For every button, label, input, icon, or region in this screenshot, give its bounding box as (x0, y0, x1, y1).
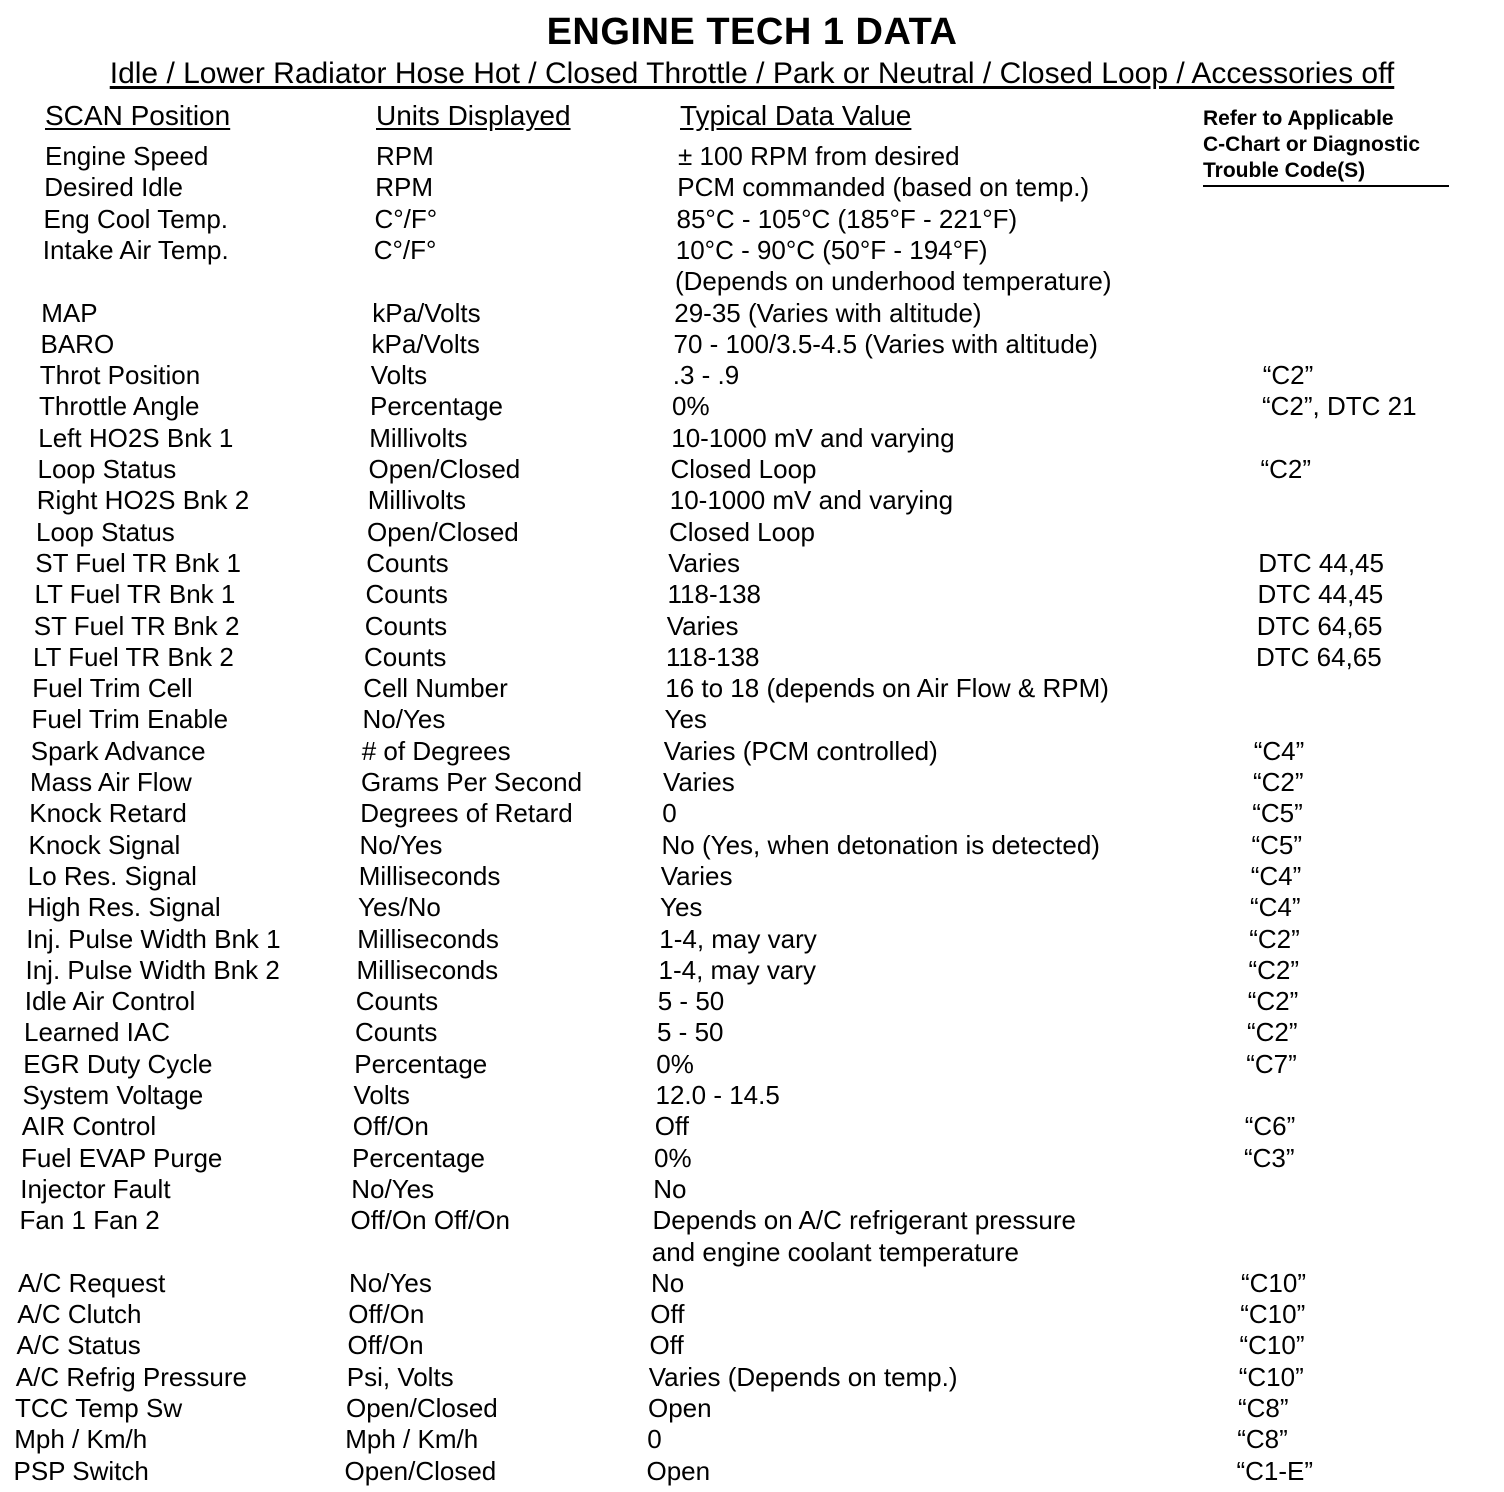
cell-typical-value: Yes (660, 892, 703, 923)
cell-units-displayed: kPa/Volts (371, 328, 480, 359)
cell-units-displayed: Milliseconds (358, 860, 501, 891)
cell-reference-code: “C2”, DTC 21 (1262, 391, 1417, 422)
cell-reference-code: “C2” (1262, 360, 1314, 391)
reference-header-line: Refer to Applicable (1203, 107, 1394, 130)
table-row (0, 517, 1504, 548)
cell-scan-position: A/C Clutch (17, 1299, 142, 1330)
cell-reference-code: “C7” (1246, 1048, 1297, 1079)
cell-scan-position: A/C Status (16, 1330, 141, 1361)
cell-units-displayed: Grams Per Second (361, 767, 583, 797)
cell-units-displayed: No/Yes (359, 829, 443, 860)
table-row (0, 579, 1504, 610)
cell-scan-position: EGR Duty Cycle (23, 1048, 213, 1079)
cell-units-displayed: Counts (355, 986, 439, 1017)
cell-typical-value: ± 100 RPM from desired (678, 141, 960, 171)
cell-units-displayed: Open/Closed (346, 1393, 498, 1423)
cell-units-displayed: # of Degrees (361, 735, 511, 766)
cell-reference-code: “C4” (1253, 735, 1305, 766)
cell-reference-code: “C10” (1238, 1361, 1304, 1392)
cell-reference-code: “C2” (1247, 1017, 1298, 1048)
cell-units-displayed: No/Yes (351, 1173, 435, 1204)
table-row (0, 1017, 1504, 1048)
cell-units-displayed: Counts (364, 641, 447, 672)
cell-units-displayed: Open/Closed (344, 1455, 497, 1486)
table-row (0, 423, 1504, 454)
table-row (0, 861, 1504, 892)
table-row (0, 1174, 1504, 1205)
cell-reference-code: DTC 64,65 (1256, 641, 1382, 672)
cell-typical-value: Open (648, 1393, 712, 1423)
cell-scan-position: Idle Air Control (24, 986, 196, 1017)
table-row (0, 141, 1504, 172)
table-row (0, 1299, 1504, 1330)
cell-reference-code: “C2” (1248, 954, 1300, 985)
cell-units-displayed: Open/Closed (368, 454, 521, 484)
cell-scan-position: Mph / Km/h (14, 1424, 148, 1455)
cell-units-displayed: No/Yes (362, 704, 446, 735)
table-row (0, 1205, 1504, 1236)
cell-scan-position: Learned IAC (24, 1017, 170, 1048)
cell-typical-value: Varies (666, 610, 739, 641)
table-row (0, 1456, 1504, 1487)
reference-header-line: C-Chart or Diagnostic (1203, 133, 1421, 156)
cell-scan-position: Right HO2S Bnk 2 (36, 485, 250, 516)
cell-scan-position: Fuel Trim Enable (31, 704, 229, 735)
cell-typical-value: 0% (672, 391, 710, 422)
cell-typical-value: Open (646, 1455, 711, 1486)
cell-units-displayed: Percentage (352, 1142, 485, 1173)
table-row (0, 673, 1504, 704)
cell-scan-position: Lo Res. Signal (27, 860, 197, 891)
page-title: ENGINE TECH 1 DATA (546, 11, 958, 53)
cell-typical-value: 16 to 18 (depends on Air Flow & RPM) (665, 673, 1109, 704)
cell-reference-code: “C10” (1240, 1299, 1306, 1330)
table-row (0, 235, 1504, 266)
cell-scan-position: A/C Request (18, 1267, 166, 1298)
table-row (0, 548, 1504, 579)
cell-units-displayed: Counts (365, 579, 448, 610)
cell-units-displayed: Counts (364, 610, 448, 641)
cell-reference-code: “C2” (1247, 986, 1299, 1017)
cell-units-displayed: Volts (353, 1080, 410, 1110)
cell-scan-position: Fuel EVAP Purge (21, 1142, 223, 1173)
cell-units-displayed: Mph / Km/h (345, 1424, 479, 1455)
cell-reference-code: “C2” (1260, 454, 1312, 484)
cell-reference-code: “C10” (1241, 1267, 1307, 1298)
cell-reference-code: “C2” (1249, 923, 1300, 954)
cell-scan-position: Mass Air Flow (30, 767, 192, 797)
cell-typical-value: No (653, 1173, 687, 1204)
cell-scan-position: AIR Control (21, 1111, 157, 1142)
cell-units-displayed: Yes/No (358, 892, 441, 923)
cell-typical-value: 118-138 (666, 641, 760, 672)
cell-scan-position: A/C Refrig Pressure (15, 1361, 247, 1392)
cell-scan-position: MAP (41, 297, 98, 328)
cell-units-displayed: Psi, Volts (346, 1361, 454, 1392)
table-row (0, 1237, 1504, 1268)
table-row (0, 266, 1504, 297)
cell-scan-position: Inj. Pulse Width Bnk 1 (26, 923, 281, 954)
cell-units-displayed: C°/F° (374, 203, 438, 234)
cell-scan-position: Eng Cool Temp. (43, 203, 229, 234)
cell-units-displayed: Off/On (347, 1330, 424, 1361)
cell-reference-code: “C4” (1250, 860, 1302, 891)
cell-scan-position: Desired Idle (44, 172, 183, 203)
cell-scan-position: High Res. Signal (27, 892, 221, 923)
cell-scan-position: Throt Position (39, 360, 201, 391)
table-row (0, 1143, 1504, 1174)
cell-units-displayed: kPa/Volts (372, 297, 481, 328)
cell-reference-code: “C5” (1252, 798, 1303, 829)
cell-units-displayed: Millivolts (367, 485, 466, 516)
table-row (0, 360, 1504, 391)
cell-typical-value: Varies (663, 767, 735, 797)
table-row (0, 485, 1504, 516)
cell-typical-value: Varies (668, 547, 741, 578)
cell-units-displayed: Milliseconds (356, 954, 499, 985)
cell-scan-position: Loop Status (36, 516, 175, 547)
cell-typical-value: 118-138 (667, 579, 761, 610)
cell-scan-position: PSP Switch (13, 1455, 149, 1486)
cell-units-displayed: Degrees of Retard (360, 798, 573, 829)
cell-typical-value: Yes (664, 704, 707, 735)
cell-units-displayed: No/Yes (349, 1267, 432, 1298)
table-row (0, 1362, 1504, 1393)
cell-units-displayed: Cell Number (363, 673, 508, 704)
table-row (0, 1393, 1504, 1424)
table-row (0, 391, 1504, 422)
cell-scan-position: ST Fuel TR Bnk 2 (33, 610, 240, 641)
table-row (0, 329, 1504, 360)
cell-typical-value: No (Yes, when detonation is detected) (661, 829, 1100, 860)
cell-scan-position: ST Fuel TR Bnk 1 (35, 547, 241, 578)
table-row (0, 830, 1504, 861)
cell-typical-value: 29-35 (Varies with altitude) (674, 297, 982, 328)
cell-reference-code: “C6” (1244, 1111, 1296, 1142)
cell-typical-value: 85°C - 105°C (185°F - 221°F) (676, 203, 1018, 234)
cell-units-displayed: Off/On (352, 1111, 429, 1142)
cell-reference-code: “C10” (1239, 1330, 1305, 1361)
cell-units-displayed: Counts (355, 1017, 438, 1048)
cell-units-displayed: Off/On Off/On (350, 1205, 510, 1236)
cell-typical-value: Varies (Depends on temp.) (648, 1361, 958, 1392)
cell-scan-position: Knock Retard (29, 798, 187, 829)
cell-reference-code: “C8” (1238, 1393, 1289, 1423)
cell-typical-value: 12.0 - 14.5 (655, 1080, 780, 1110)
cell-units-displayed: Percentage (354, 1048, 488, 1079)
cell-scan-position: TCC Temp Sw (15, 1393, 183, 1423)
cell-reference-code: “C1-E” (1236, 1455, 1314, 1486)
cell-units-displayed: Percentage (370, 391, 503, 422)
cell-typical-value: 10-1000 mV and varying (671, 422, 955, 453)
cell-scan-position: Fan 1 Fan 2 (19, 1205, 160, 1236)
cell-units-displayed: RPM (376, 141, 434, 171)
table-row (0, 454, 1504, 485)
table-row (0, 986, 1504, 1017)
cell-scan-position: Loop Status (37, 454, 177, 484)
cell-typical-value: 70 - 100/3.5-4.5 (Varies with altitude) (673, 328, 1098, 359)
cell-units-displayed: C°/F° (373, 234, 437, 265)
cell-typical-value: Depends on A/C refrigerant pressure (652, 1205, 1076, 1236)
cell-typical-value: Varies (660, 860, 733, 891)
cell-typical-value: 0% (654, 1142, 692, 1173)
cell-reference-code: “C3” (1244, 1142, 1295, 1173)
cell-typical-value: 0 (662, 798, 677, 829)
cell-reference-code: “C2” (1253, 767, 1304, 797)
cell-typical-value: Off (650, 1299, 685, 1330)
page-subtitle: Idle / Lower Radiator Hose Hot / Closed Throttle / Park or Neutral / Closed Loop / Accessories off (109, 57, 1395, 90)
table-row (0, 924, 1504, 955)
cell-typical-value: Off (649, 1330, 684, 1361)
cell-typical-value: 0% (656, 1048, 694, 1079)
cell-scan-position: Left HO2S Bnk 1 (38, 422, 234, 453)
table-row (0, 798, 1504, 829)
table-row (0, 1268, 1504, 1299)
table-row (0, 1330, 1504, 1361)
cell-typical-value: 5 - 50 (657, 986, 725, 1017)
cell-scan-position: Throttle Angle (39, 391, 200, 422)
cell-units-displayed: Milliseconds (357, 923, 499, 954)
table-row (0, 955, 1504, 986)
table-row (0, 611, 1504, 642)
cell-units-displayed: Open/Closed (367, 516, 519, 547)
cell-units-displayed: Off/On (348, 1299, 425, 1330)
cell-scan-position: LT Fuel TR Bnk 2 (33, 641, 234, 672)
cell-units-displayed: RPM (375, 172, 434, 203)
table-row (0, 767, 1504, 798)
cell-typical-value: .3 - .9 (672, 360, 740, 391)
table-row (0, 1424, 1504, 1455)
cell-typical-value: 1-4, may vary (658, 954, 816, 985)
cell-reference-code: “C8” (1237, 1424, 1288, 1455)
cell-typical-value: 1-4, may vary (659, 923, 817, 954)
cell-reference-code: DTC 44,45 (1257, 579, 1384, 610)
cell-typical-value: (Depends on underhood temperature) (675, 266, 1112, 297)
cell-typical-value: Off (654, 1111, 689, 1142)
cell-units-displayed: Counts (366, 547, 449, 578)
cell-scan-position: Inj. Pulse Width Bnk 2 (25, 954, 280, 985)
cell-scan-position: LT Fuel TR Bnk 1 (34, 579, 236, 610)
cell-typical-value: 10-1000 mV and varying (669, 485, 954, 516)
header-scan-position: SCAN Position (45, 100, 231, 131)
cell-scan-position: Knock Signal (28, 829, 181, 860)
table-row (0, 736, 1504, 767)
cell-typical-value: 10°C - 90°C (50°F - 194°F) (675, 234, 988, 265)
table-row (0, 1111, 1504, 1142)
header-typical-data-value: Typical Data Value (680, 100, 912, 131)
header-units-displayed: Units Displayed (376, 100, 571, 131)
cell-units-displayed: Volts (370, 360, 428, 391)
cell-typical-value: 0 (647, 1424, 662, 1455)
cell-typical-value: Closed Loop (670, 454, 817, 484)
cell-scan-position: Injector Fault (20, 1173, 171, 1204)
table-row (0, 204, 1504, 235)
table-row (0, 642, 1504, 673)
cell-scan-position: Fuel Trim Cell (32, 673, 193, 704)
table-row (0, 892, 1504, 923)
table-row (0, 172, 1504, 203)
reference-header-line: Trouble Code(S) (1203, 159, 1366, 182)
cell-units-displayed: Millivolts (369, 422, 468, 453)
table-row (0, 1049, 1504, 1080)
cell-reference-code: DTC 44,45 (1258, 547, 1384, 578)
cell-reference-code: DTC 64,65 (1256, 610, 1383, 641)
cell-reference-code: “C5” (1251, 829, 1303, 860)
table-row (0, 1080, 1504, 1111)
cell-typical-value: Closed Loop (669, 516, 815, 547)
cell-typical-value: No (651, 1267, 685, 1298)
cell-scan-position: System Voltage (22, 1080, 204, 1110)
cell-reference-code: “C4” (1250, 892, 1301, 923)
cell-scan-position: Engine Speed (45, 141, 209, 171)
cell-typical-value: 5 - 50 (657, 1017, 724, 1048)
cell-typical-value: PCM commanded (based on temp.) (677, 172, 1090, 203)
cell-typical-value: Varies (PCM controlled) (663, 735, 938, 766)
table-row (0, 298, 1504, 329)
cell-scan-position: Intake Air Temp. (42, 234, 229, 265)
cell-scan-position: Spark Advance (30, 735, 206, 766)
cell-scan-position: BARO (40, 328, 115, 359)
cell-typical-value: and engine coolant temperature (651, 1236, 1019, 1267)
table-row (0, 704, 1504, 735)
